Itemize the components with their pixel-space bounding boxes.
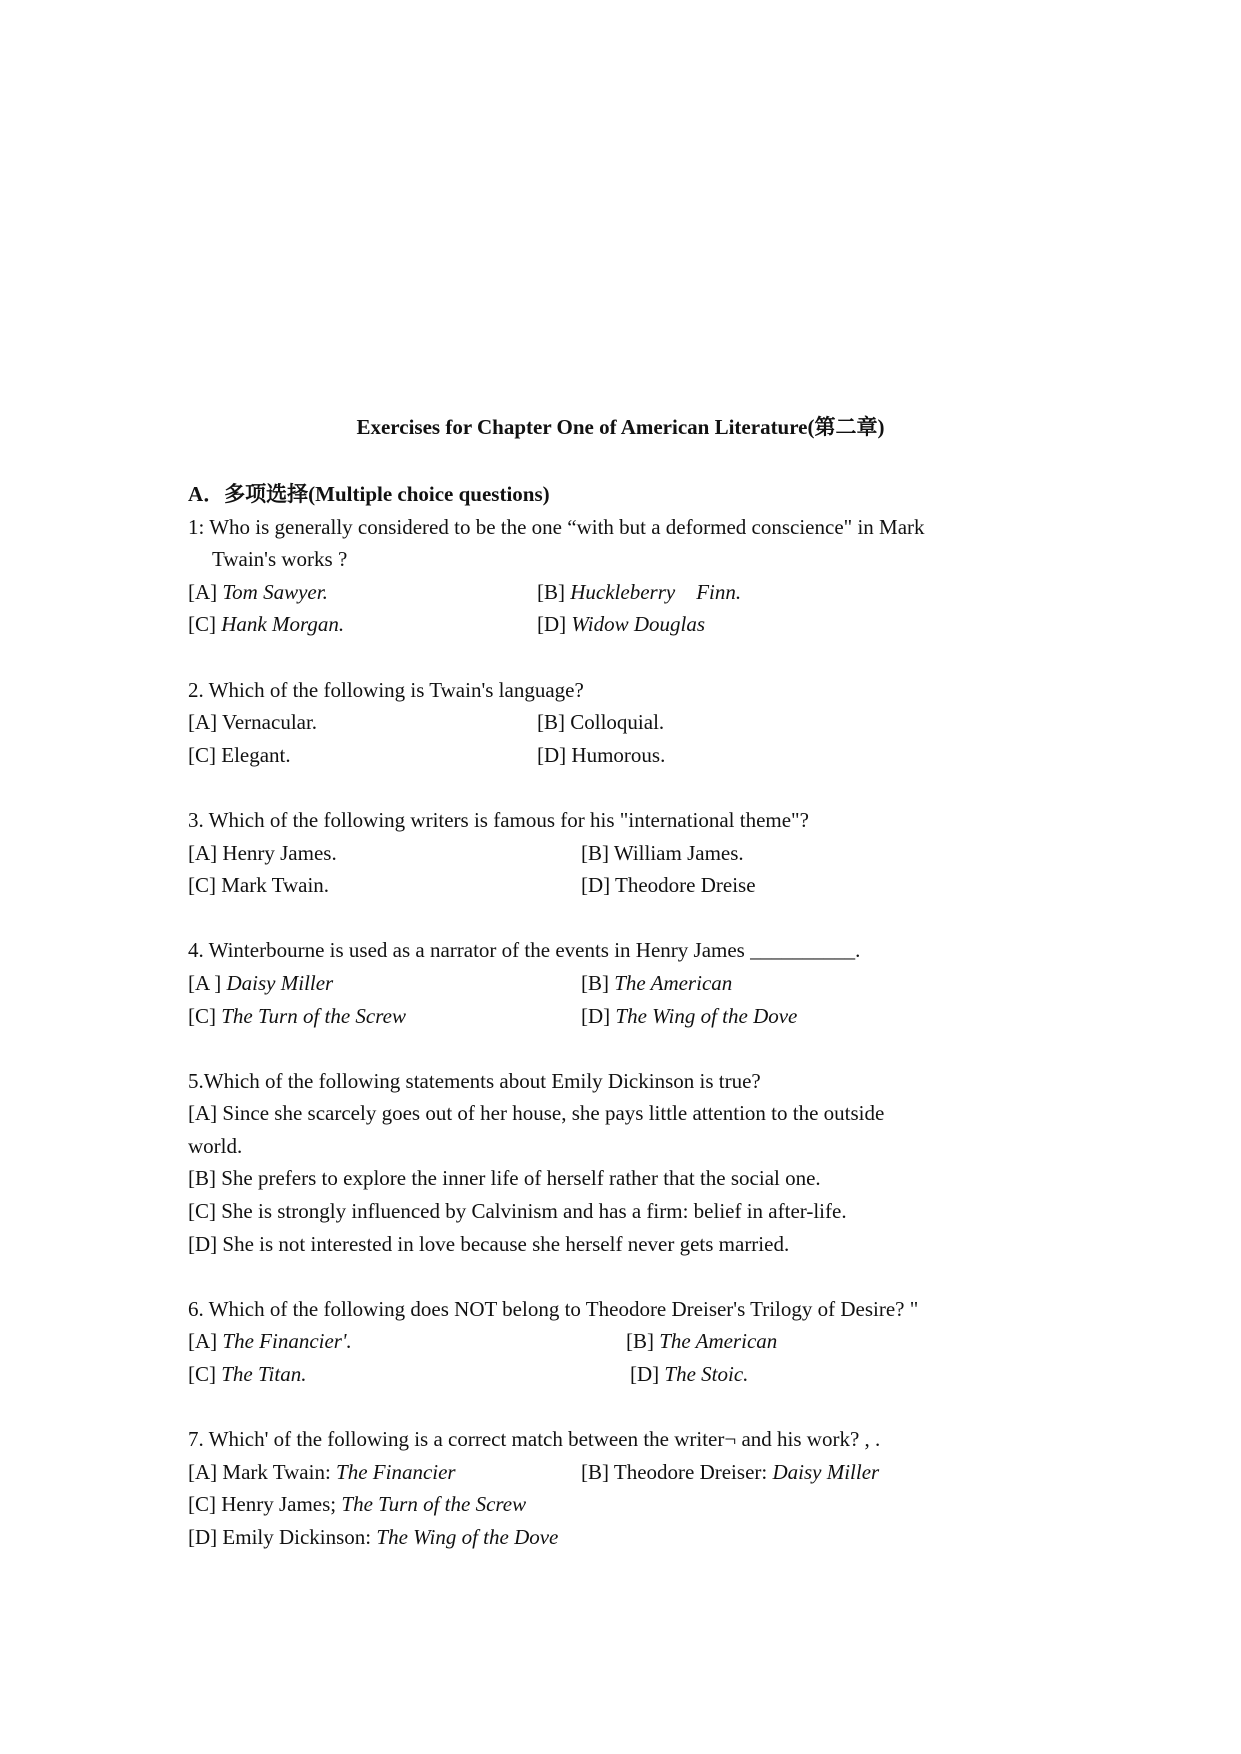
section-heading: A．多项选择(Multiple choice questions): [188, 482, 550, 506]
question-2-options-row-2: [188, 739, 1018, 772]
question-3-stem: 3. Which of the following writers is famous for his "international theme"?: [188, 807, 809, 832]
exercise-content: [188, 478, 1018, 1554]
option-d: [D] Theodore Dreise: [581, 873, 756, 898]
question-4-options-row-1: [188, 967, 1018, 1000]
question-1-stem-continued: Twain's works ?: [212, 547, 348, 572]
option-d: [D] The Stoic.: [630, 1362, 749, 1387]
option-a: [A] The Financier'.: [188, 1329, 352, 1354]
option-c: [C] The Titan.: [188, 1362, 307, 1387]
option-a: [A] Henry James.: [188, 840, 337, 865]
option-a-continued: world.: [188, 1133, 243, 1158]
option-a: [A] Vernacular.: [188, 710, 318, 735]
question-4-options-row-2: [188, 1000, 1018, 1033]
option-d: [D] Widow Douglas: [537, 612, 706, 637]
question-6-stem: 6. Which of the following does NOT belong to Theodore Dreiser's Trilogy of Desire? ": [188, 1296, 919, 1321]
question-1-options-row-1: [188, 576, 1018, 609]
question-6-options-row-2: [188, 1358, 1018, 1391]
option-b: [B] The American: [626, 1329, 778, 1354]
option-a: [A ] Daisy Miller: [188, 970, 334, 995]
question-3-options-row-1: [188, 837, 1018, 870]
page-title: Exercises for Chapter One of American Literature(第二章): [356, 415, 885, 439]
question-2-stem: 2. Which of the following is Twain's language?: [188, 677, 584, 702]
question-7-options-row-1: [188, 1456, 1018, 1489]
option-d: [D] Humorous.: [537, 742, 666, 767]
option-a: [A] Since she scarcely goes out of her house, she pays little attention to the outside: [188, 1101, 885, 1126]
option-b: [B] The American: [581, 970, 733, 995]
option-a: [A] Tom Sawyer.: [188, 579, 328, 604]
option-c: [C] The Turn of the Screw: [188, 1003, 406, 1028]
question-6-options-row-1: [188, 1325, 1018, 1358]
option-c: [C] Henry James; The Turn of the Screw: [188, 1492, 527, 1517]
question-7-stem: 7. Which' of the following is a correct match between the writer¬ and his work? , .: [188, 1427, 881, 1452]
question-3-options-row-2: [188, 869, 1018, 902]
option-b: [B] William James.: [581, 840, 744, 865]
option-b: [B] Huckleberry Finn.: [537, 579, 742, 604]
option-b: [B] She prefers to explore the inner life of herself rather that the social one.: [188, 1166, 821, 1191]
question-2-options-row-1: [188, 706, 1018, 739]
option-a: [A] Mark Twain: The Financier: [188, 1459, 456, 1484]
option-d: [D] Emily Dickinson: The Wing of the Dove: [188, 1525, 559, 1549]
option-c: [C] Elegant.: [188, 742, 291, 767]
option-d: [D] She is not interested in love because she herself never gets married.: [188, 1231, 790, 1256]
option-c: [C] She is strongly influenced by Calvinism and has a firm: belief in after-life.: [188, 1199, 847, 1224]
option-d: [D] The Wing of the Dove: [581, 1003, 798, 1028]
question-1-options-row-2: [188, 608, 1018, 641]
question-1-stem: 1: Who is generally considered to be the one “with but a deformed conscience" in Mark: [188, 514, 925, 539]
question-5-stem: 5.Which of the following statements about Emily Dickinson is true?: [188, 1068, 761, 1093]
option-c: [C] Mark Twain.: [188, 873, 330, 898]
question-4-stem: 4. Winterbourne is used as a narrator of the events in Henry James __________.: [188, 938, 861, 963]
option-b: [B] Theodore Dreiser: Daisy Miller: [581, 1459, 880, 1484]
option-c: [C] Hank Morgan.: [188, 612, 345, 637]
option-b: [B] Colloquial.: [537, 710, 665, 735]
